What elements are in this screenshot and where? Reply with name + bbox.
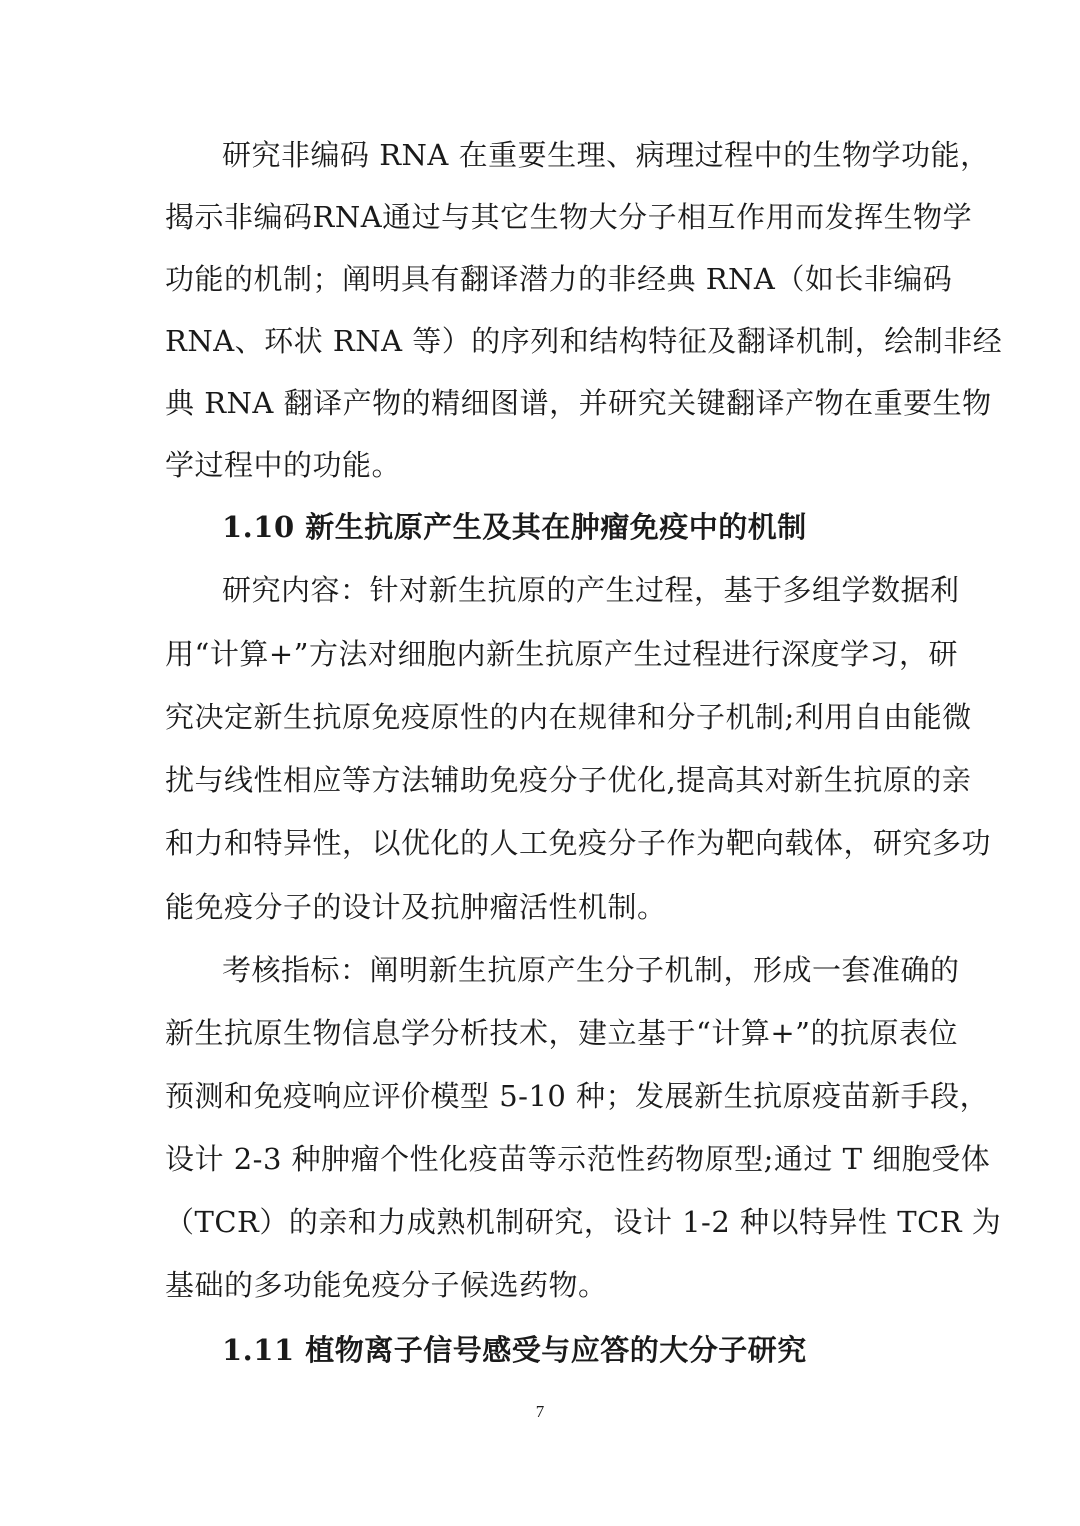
text-line: 扰与线性相应等方法辅助免疫分子优化,提高其对新生抗原的亲 [165, 763, 972, 797]
text-line: 基础的多功能免疫分子候选药物。 [165, 1268, 608, 1302]
text-line: 揭示非编码RNA通过与其它生物大分子相互作用而发挥生物学 [165, 200, 973, 234]
text-line: 新生抗原生物信息学分析技术，建立基于“计算+”的抗原表位 [165, 1016, 958, 1050]
text-line: 考核指标：阐明新生抗原产生分子机制，形成一套准确的 [222, 953, 960, 987]
text-line: RNA、环状 RNA 等）的序列和结构特征及翻译机制，绘制非经 [165, 324, 1003, 358]
text-line: （TCR）的亲和力成熟机制研究，设计 1-2 种以特异性 TCR 为 [165, 1205, 1002, 1239]
text-line: 设计 2-3 种肿瘤个性化疫苗等示范性药物原型;通过 T 细胞受体 [165, 1142, 991, 1176]
text-line: 学过程中的功能。 [165, 448, 402, 482]
text-line: 和力和特异性，以优化的人工免疫分子作为靶向载体，研究多功 [165, 826, 992, 860]
text-line: 究决定新生抗原免疫原性的内在规律和分子机制;利用自由能微 [165, 700, 972, 734]
page-number: 7 [535, 1402, 545, 1421]
section-heading-1-10: 1.10 新生抗原产生及其在肿瘤免疫中的机制 [222, 510, 807, 544]
text-line: 用“计算+”方法对细胞内新生抗原产生过程进行深度学习，研 [165, 637, 958, 671]
text-line: 研究内容：针对新生抗原的产生过程，基于多组学数据利 [222, 573, 960, 607]
text-line: 功能的机制；阐明具有翻译潜力的非经典 RNA（如长非编码 [165, 262, 953, 296]
section-heading-1-11: 1.11 植物离子信号感受与应答的大分子研究 [222, 1333, 807, 1367]
text-line: 能免疫分子的设计及抗肿瘤活性机制。 [165, 890, 667, 924]
text-line: 研究非编码 RNA 在重要生理、病理过程中的生物学功能， [222, 138, 990, 172]
text-line: 典 RNA 翻译产物的精细图谱，并研究关键翻译产物在重要生物 [165, 386, 992, 420]
text-line: 预测和免疫响应评价模型 5-10 种；发展新生抗原疫苗新手段， [165, 1079, 990, 1113]
